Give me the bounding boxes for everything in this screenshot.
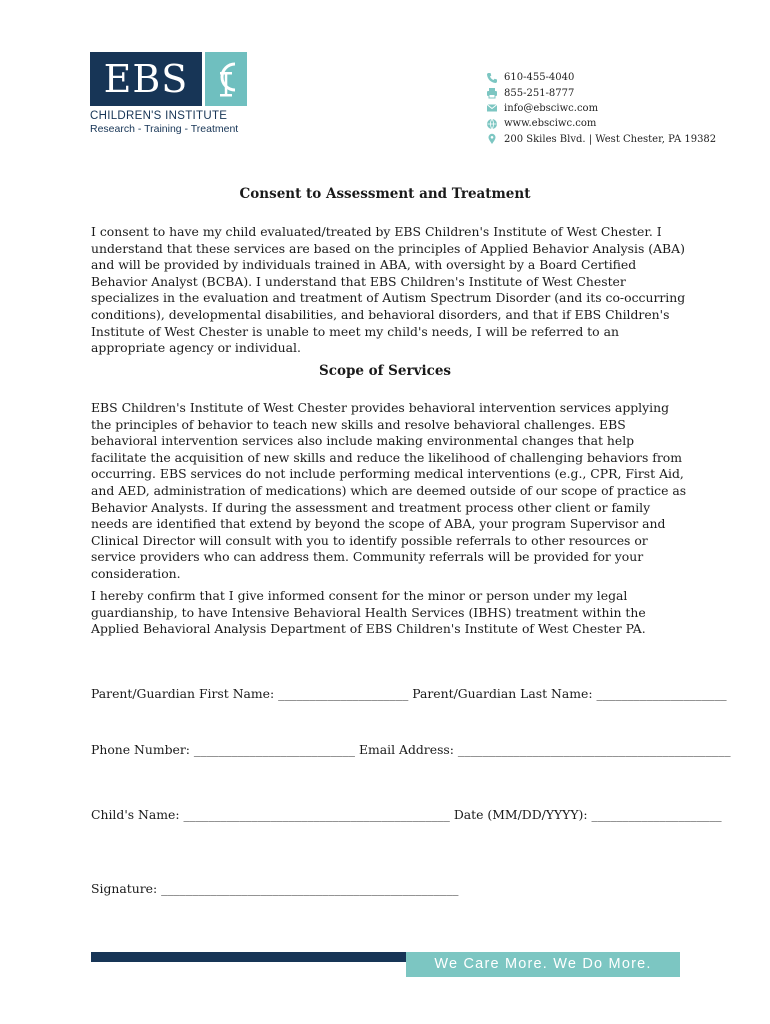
contact-email [486,101,716,116]
child-fields-row [91,807,722,822]
child-name-field[interactable]: ___________________________________________ [183,807,450,822]
signature-field[interactable]: ________________________________________________ [161,881,459,896]
phone-number-field[interactable]: __________________________ [193,742,355,757]
date-field[interactable]: _____________________ [591,807,722,822]
confirm-paragraph: I hereby confirm that I give informed consent for the minor or person under my legal guardianship, to have Intensive Behavioral Health Services (IBHS) treatment within the Applied Behavioral Analysis Department of EBS Children's Institute of West Chester PA. [91,588,646,637]
contact-email-text[interactable]: info@ebsciwc.com [504,102,599,114]
ebs-logo [90,52,250,135]
signature-label: Signature: [91,881,158,896]
contact-fax-text: 855-251-8777 [504,87,575,99]
guardian-last-name-field[interactable]: _____________________ [596,686,727,701]
scope-paragraph: EBS Children's Institute of West Chester provides behavioral intervention services applying the principles of behavior to teach new skills and resolve behavioral challenges. EBS behavioral intervention services also include making environmental changes that help facilitate the acquisition of new skills and reduce the likelihood of challenging behaviors from occurring. EBS services do not include performing medical interventions (e.g., CPR, First Aid, and AED, administration of medications) which are deemed outside of our scope of practice as Behavior Analysts. If during the assessment and treatment process other client or family needs are identified that extend by beyond the scope of ABA, your program Supervisor and Clinical Director will consult with you to identify possible referrals to other resources or service providers who can address them. Community referrals will be provided for your consideration. [91,400,687,581]
contact-website-text[interactable]: www.ebsciwc.com [504,118,597,130]
child-name-label: Child's Name: [91,807,180,822]
logo-ci-emblem [205,52,247,106]
contact-fields-row [91,742,731,757]
contact-phone [486,70,716,85]
consent-heading: Consent to Assessment and Treatment [239,186,531,202]
guardian-first-name-label: Parent/Guardian First Name: [91,686,275,701]
email-address-field[interactable]: ____________________________________________ [457,742,731,757]
contact-address [486,132,716,147]
location-pin-icon [486,133,498,145]
guardian-name-row [91,686,727,701]
guardian-first-name-field[interactable]: _____________________ [278,686,409,701]
phone-icon [486,72,498,84]
logo-mark: EBS [90,52,202,106]
fax-icon [486,87,498,99]
guardian-last-name-label: Parent/Guardian Last Name: [412,686,593,701]
scope-heading: Scope of Services [318,363,452,379]
contact-website [486,116,716,131]
logo-tagline: Research - Training - Treatment [90,123,239,135]
email-icon [486,102,498,114]
phone-number-label: Phone Number: [91,742,190,757]
contact-fax [486,85,716,100]
logo-org-name: CHILDREN'S INSTITUTE [90,110,228,122]
email-address-label: Email Address: [358,742,454,757]
globe-icon [486,118,498,130]
contact-info [486,70,716,147]
footer-tagline: We Care More. We Do More. [406,952,680,977]
contact-address-text: 200 Skiles Blvd. | West Chester, PA 19382 [504,133,717,145]
contact-phone-text[interactable]: 610-455-4040 [504,72,575,84]
consent-paragraph: I consent to have my child evaluated/treated by EBS Children's Institute of West Chester. I understand that these services are based on the principles of Applied Behavior Analysis (ABA) and will be provided by individuals trained in ABA, with oversight by a Board Certified Behavior Analyst (BCBA). I understand that EBS Children's Institute of West Chester specializes in the evaluation and treatment of Autism Spectrum Disorder (and its co-occurring conditions), developmental disabilities, and behavioral disorders, and that if EBS Children's Institute of West Chester is unable to meet my child's needs, I will be referred to an appropriate agency or individual. [91,224,686,356]
signature-row [91,881,458,896]
date-label: Date (MM/DD/YYYY): [453,807,588,822]
